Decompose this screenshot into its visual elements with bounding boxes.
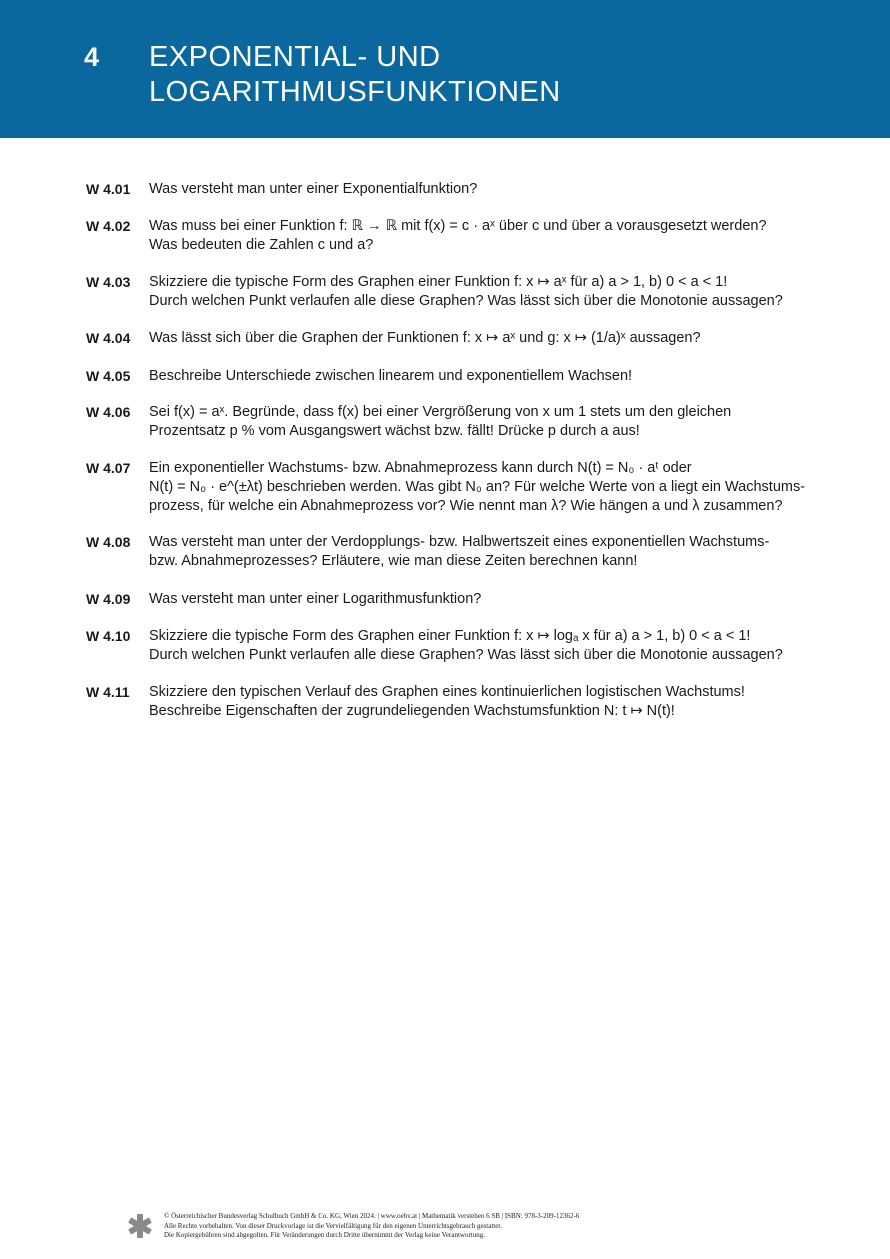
question-text xyxy=(149,533,789,571)
question-text xyxy=(149,403,789,441)
question-line: Sei f(x) = aˣ. Begründe, dass f(x) bei einer Vergrößerung von x um 1 stets um den gleichen xyxy=(149,404,732,420)
chapter-number: 4 xyxy=(84,42,100,72)
question-text xyxy=(149,459,806,516)
question-text xyxy=(149,329,789,348)
question-id: W 4.03 xyxy=(86,274,131,290)
question-line: Was versteht man unter einer Logarithmusfunktion? xyxy=(149,591,482,607)
question-text xyxy=(149,217,789,255)
question-text xyxy=(149,180,789,199)
question-id: W 4.11 xyxy=(86,684,130,700)
question-line: Beschreibe Eigenschaften der zugrundeliegenden Wachstumsfunktion N: t ↦ N(t)! xyxy=(149,703,675,719)
question-line: Was versteht man unter einer Exponentialfunktion? xyxy=(149,181,478,197)
question-line: Was muss bei einer Funktion f: ℝ → ℝ mit f(x) = c · aˣ über c und über a vorausgesetzt werden? xyxy=(149,218,767,234)
question-line: Prozentsatz p % vom Ausgangswert wächst bzw. fällt! Drücke p durch a aus! xyxy=(149,423,640,439)
question-id: W 4.09 xyxy=(86,591,131,607)
question-line: Skizziere die typische Form des Graphen einer Funktion f: x ↦ aˣ für a) a > 1, b) 0 < a < 1! xyxy=(149,274,728,290)
question-line: Durch welchen Punkt verlaufen alle diese Graphen? Was lässt sich über die Monotonie aussagen? xyxy=(149,647,783,663)
copyright-line-1: © Österreichischer Bundesverlag Schulbuch GmbH & Co. KG, Wien 2024. | www.oebv.at | Mathematik verstehen 6 SB | ISBN: 978-3-209-12362-6 xyxy=(164,1212,580,1220)
question-line: Beschreibe Unterschiede zwischen linearem und exponentiellem Wachsen! xyxy=(149,368,633,384)
question-text xyxy=(149,273,789,311)
chapter-title xyxy=(149,40,561,110)
page-footer xyxy=(122,1210,822,1250)
question-id: W 4.01 xyxy=(86,181,131,197)
question-id: W 4.08 xyxy=(86,534,131,550)
question-id: W 4.02 xyxy=(86,218,131,234)
question-line: Was bedeuten die Zahlen c und a? xyxy=(149,237,374,253)
question-id: W 4.05 xyxy=(86,368,131,384)
question-line: Durch welchen Punkt verlaufen alle diese Graphen? Was lässt sich über die Monotonie aussagen? xyxy=(149,293,783,309)
oebv-logo-icon xyxy=(126,1212,154,1240)
copyright-line-2: Alle Rechte vorbehalten. Von dieser Druckvorlage ist die Vervielfältigung für den eigenen Unterrichtsgebrauch gestattet. xyxy=(164,1221,503,1230)
question-line: bzw. Abnahmeprozesses? Erläutere, wie man diese Zeiten berechnen kann! xyxy=(149,553,638,569)
question-text xyxy=(149,367,789,386)
question-id: W 4.04 xyxy=(86,330,131,346)
question-line: N(t) = N₀ · e^(±λt) beschrieben werden. Was gibt N₀ an? Für welche Werte von a liegt ein Wachstums- xyxy=(149,479,806,495)
copyright-notice xyxy=(164,1212,804,1241)
question-text xyxy=(149,590,789,609)
question-line: Skizziere die typische Form des Graphen einer Funktion f: x ↦ logₐ x für a) a > 1, b) 0 < a < 1! xyxy=(149,628,751,644)
chapter-title-line-2: LOGARITHMUSFUNKTIONEN xyxy=(149,76,561,108)
question-text xyxy=(149,683,789,721)
question-id: W 4.07 xyxy=(86,460,131,476)
question-line: Was versteht man unter der Verdopplungs- bzw. Halbwertszeit eines exponentiellen Wachstums- xyxy=(149,534,770,550)
question-line: prozess, für welche ein Abnahmeprozess vor? Wie nennt man λ? Wie hängen a und λ zusammen? xyxy=(149,498,783,514)
question-line: Was lässt sich über die Graphen der Funktionen f: x ↦ aˣ und g: x ↦ (1/a)ˣ aussagen? xyxy=(149,330,701,346)
question-text xyxy=(149,627,789,665)
question-line: Ein exponentieller Wachstums- bzw. Abnahmeprozess kann durch N(t) = N₀ · aᵗ oder xyxy=(149,460,692,476)
question-id: W 4.10 xyxy=(86,628,131,644)
chapter-title-line-1: EXPONENTIAL- UND xyxy=(149,41,441,73)
question-line: Skizziere den typischen Verlauf des Graphen eines kontinuierlichen logistischen Wachstums! xyxy=(149,684,745,700)
question-id: W 4.06 xyxy=(86,404,131,420)
chapter-header xyxy=(0,0,890,138)
copyright-line-3: Die Kopiergebühren sind abgegolten. Für Veränderungen durch Dritte übernimmt der Verlag keine Verantwortung. xyxy=(164,1231,486,1239)
